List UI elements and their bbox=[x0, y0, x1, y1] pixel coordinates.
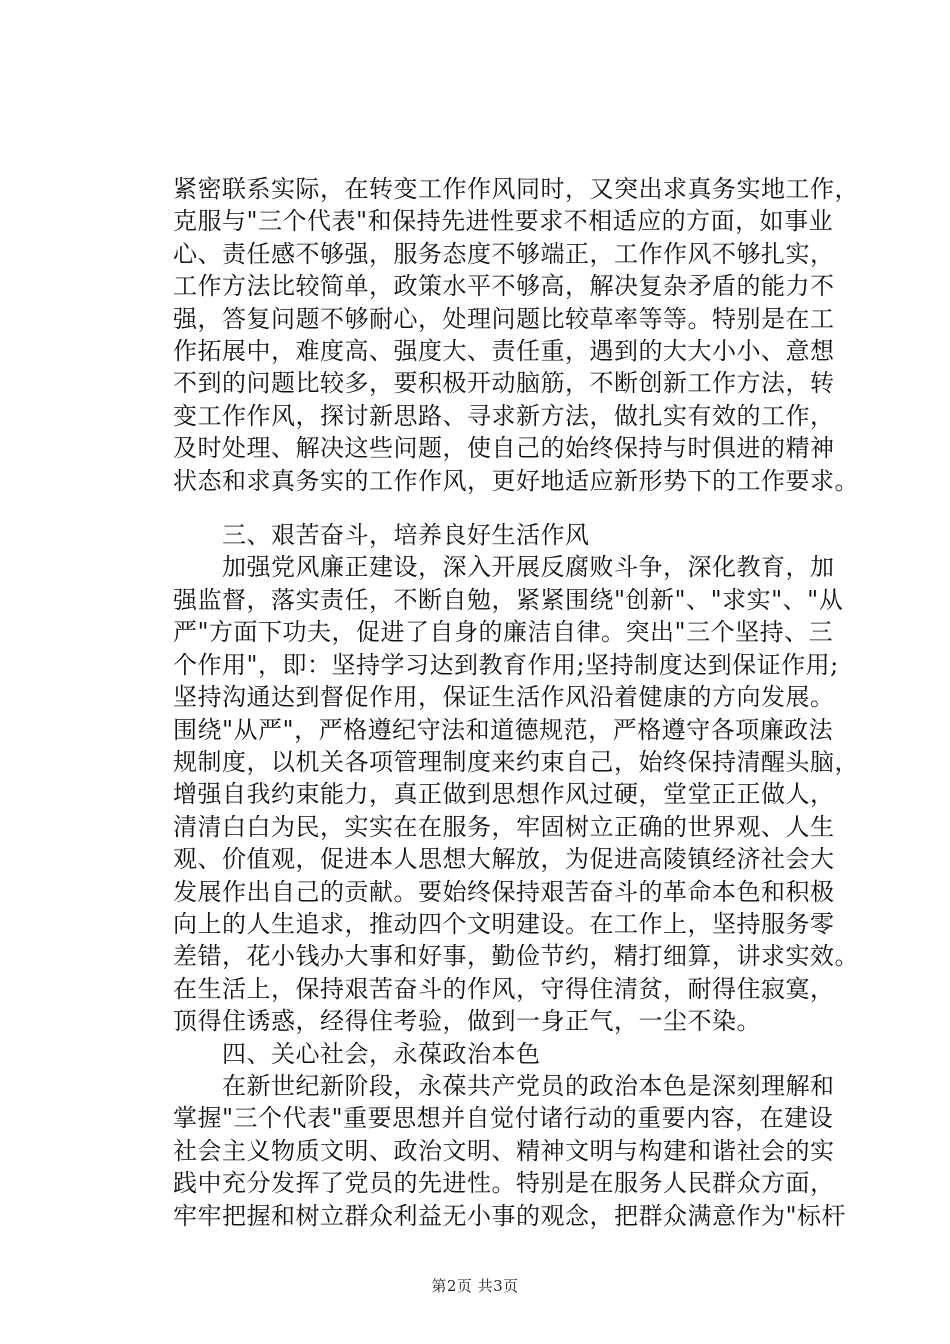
paragraph-line: 工作方法比较简单，政策水平不够高，解决复杂矛盾的能力不 bbox=[173, 272, 835, 301]
document-body bbox=[173, 173, 859, 1232]
section-heading-text: 四、关心社会，永葆政治本色 bbox=[222, 1039, 541, 1068]
section-heading bbox=[173, 1038, 853, 1070]
paragraph-line: 不到的问题比较多，要积极开动脑筋，不断创新工作方法，转 bbox=[173, 369, 835, 398]
paragraph-line: 围绕"从严"，严格遵纪守法和道德规范，严格遵守各项廉政法 bbox=[173, 715, 834, 744]
section-heading-text: 三、艰苦奋斗，培养良好生活作风 bbox=[222, 521, 590, 550]
paragraph-line: 变工作作风，探讨新思路、寻求新方法，做扎实有效的工作， bbox=[173, 401, 835, 430]
paragraph-line: 心、责任感不够强，服务态度不够端正，工作作风不够扎实， bbox=[173, 239, 835, 268]
paragraph-line: 增强自我约束能力，真正做到思想作风过硬，堂堂正正做人， bbox=[173, 780, 835, 809]
paragraph-line: 牢牢把握和树立群众利益无小事的观念，把群众满意作为"标杆 bbox=[173, 1201, 847, 1230]
paragraph-line: 观、价值观，促进本人思想大解放，为促进高陵镇经济社会大 bbox=[173, 845, 835, 874]
paragraph-line: 社会主义物质文明、政治文明、精神文明与构建和谐社会的实 bbox=[173, 1136, 835, 1165]
paragraph-line: 作拓展中，难度高、强度大、责任重，遇到的大大小小、意想 bbox=[173, 337, 835, 366]
paragraph-line: 紧密联系实际，在转变工作作风同时，又突出求真务实地工作， bbox=[173, 175, 859, 203]
paragraph-line: 强，答复问题不够耐心，处理问题比较草率等等。特别是在工 bbox=[173, 304, 835, 333]
page-footer bbox=[0, 1275, 950, 1296]
paragraph-line: 克服与"三个代表"和保持先进性要求不相适应的方面，如事业 bbox=[173, 207, 834, 236]
paragraph-line bbox=[173, 1070, 853, 1102]
paragraph-line: 及时处理、解决这些问题，使自己的始终保持与时俱进的精神 bbox=[173, 434, 835, 463]
page-number: 第2页 共3页 bbox=[431, 1277, 519, 1295]
paragraph-line: 掌握"三个代表"重要思想并自觉付诸行动的重要内容，在建设 bbox=[173, 1104, 834, 1133]
section-heading bbox=[173, 519, 853, 551]
paragraph-line: 强监督，落实责任，不断自勉，紧紧围绕"创新"、"求实"、"从 bbox=[173, 585, 844, 614]
paragraph-line: 严"方面下功夫，促进了自身的廉洁自律。突出"三个坚持、三 bbox=[173, 618, 834, 647]
paragraph-line-text: 加强党风廉正建设，深入开展反腐败斗争，深化教育，加 bbox=[197, 553, 835, 582]
paragraph-line: 规制度，以机关各项管理制度来约束自己，始终保持清醒头脑， bbox=[173, 747, 859, 776]
paragraph-line: 个作用"，即：坚持学习达到教育作用;坚持制度达到保证作用; bbox=[173, 650, 839, 679]
paragraph-line: 向上的人生追求，推动四个文明建设。在工作上，坚持服务零 bbox=[173, 909, 835, 938]
paragraph-line: 差错，花小钱办大事和好事，勤俭节约，精打细算，讲求实效。 bbox=[173, 942, 859, 971]
paragraph-line: 状态和求真务实的工作作风，更好地适应新形势下的工作要求。 bbox=[173, 466, 859, 495]
paragraph-gap bbox=[173, 497, 853, 519]
paragraph-line: 清清白白为民，实实在在服务，牢固树立正确的世界观、人生 bbox=[173, 812, 835, 841]
paragraph-line: 在生活上，保持艰苦奋斗的作风，守得住清贫，耐得住寂寞， bbox=[173, 974, 835, 1003]
paragraph-line bbox=[173, 551, 853, 583]
paragraph-line-text: 在新世纪新阶段，永葆共产党员的政治本色是深刻理解和 bbox=[197, 1071, 835, 1100]
paragraph-line: 坚持沟通达到督促作用，保证生活作风沿着健康的方向发展。 bbox=[173, 683, 835, 712]
paragraph-line: 顶得住诱惑，经得住考验，做到一身正气，一尘不染。 bbox=[173, 1007, 761, 1036]
paragraph-line: 发展作出自己的贡献。要始终保持艰苦奋斗的革命本色和积极 bbox=[173, 877, 835, 906]
paragraph-line: 践中充分发挥了党员的先进性。特别是在服务人民群众方面， bbox=[173, 1169, 835, 1198]
